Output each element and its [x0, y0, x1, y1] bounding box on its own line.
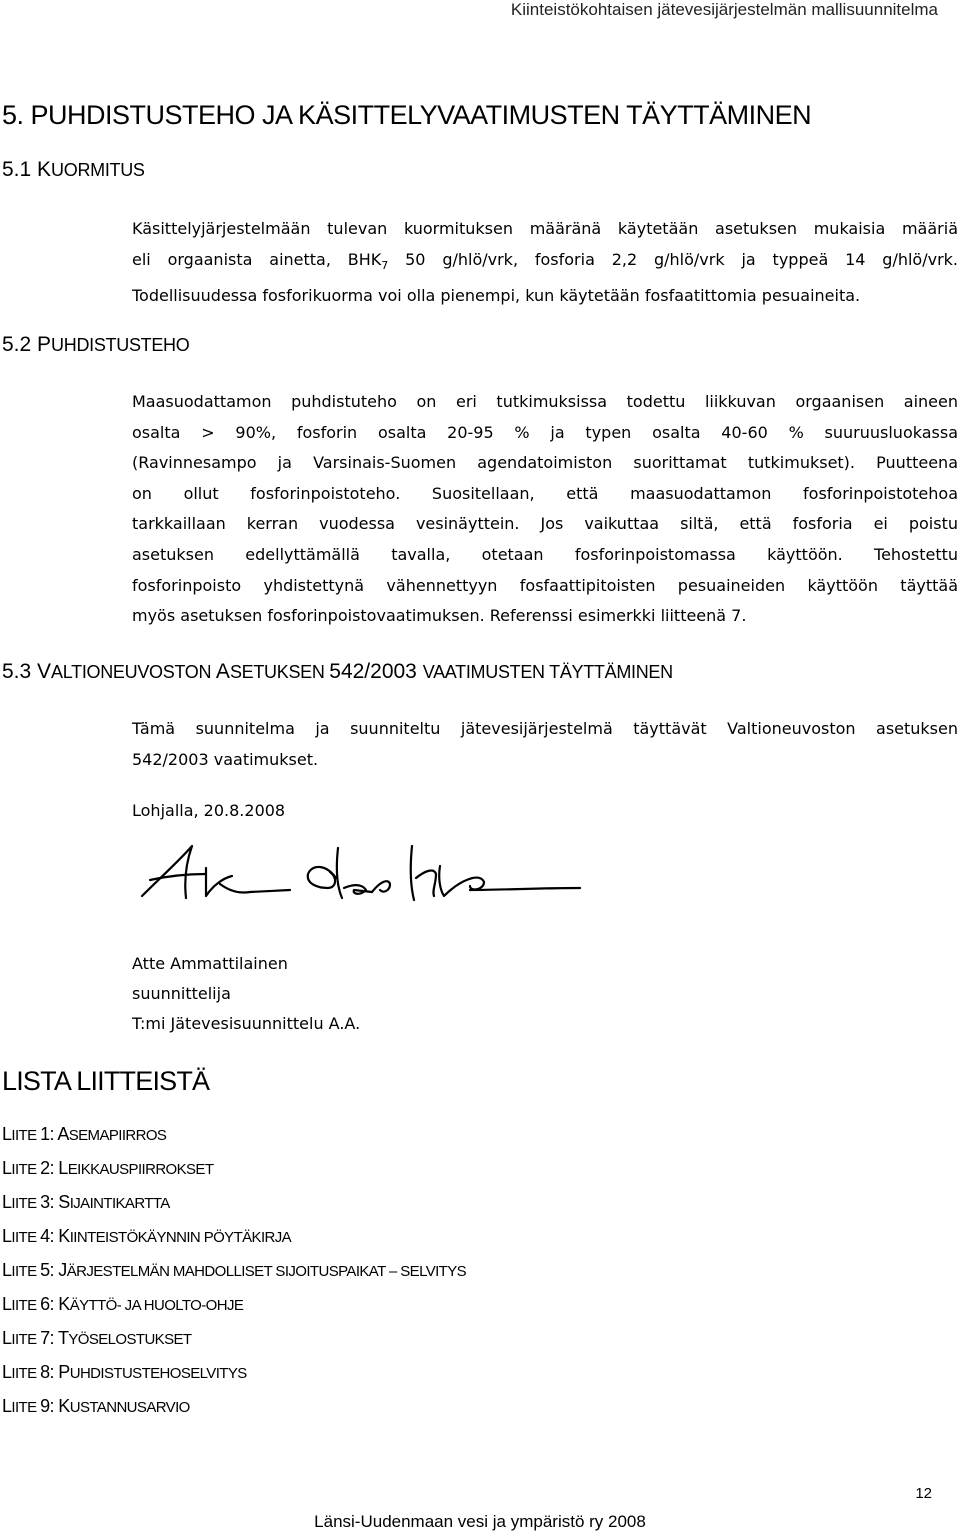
section-5-3-paragraph [132, 714, 958, 775]
heading-number: 5.3 V [2, 660, 52, 683]
paragraph-line: (Ravinnesampo ja Varsinais-Suomen agendatoimiston suorittamat tutkimukset). Puutteena [132, 453, 958, 473]
signer-company: T:mi Jätevesisuunnittelu A.A. [132, 1014, 361, 1033]
heading-text: VAATIMUSTEN TÄYTTÄMINEN [422, 662, 673, 682]
text-run: 50 g/hlö/vrk, fosforia 2,2 g/hlö/vrk ja typpeä 14 g/hlö/vrk. [388, 249, 958, 269]
heading-text: UHDISTUSTEHO [51, 335, 190, 355]
running-header: Kiinteistökohtaisen jätevesijärjestelmän mallisuunnitelma [510, 0, 938, 19]
appendix-item: LIITE 7: TYÖSELOSTUKSET [2, 1328, 192, 1348]
place-date: Lohjalla, 20.8.2008 [132, 801, 286, 820]
paragraph-line: Käsittelyjärjestelmään tulevan kuormituksen määränä käytetään asetuksen mukaisia määriä [132, 219, 958, 238]
appendix-item: LIITE 1: ASEMAPIIRROS [2, 1124, 167, 1144]
section-5-3-heading [2, 660, 673, 684]
section-5-1-heading [2, 158, 145, 182]
paragraph-line: 542/2003 vaatimukset. [132, 749, 319, 769]
heading-text: 542/2003 [329, 660, 423, 683]
paragraph-line: Todellisuudessa fosforikuorma voi olla pienempi, kun käytetään fosfaatittomia pesuaineita. [132, 286, 861, 306]
paragraph-line: tarkkaillaan kerran vuodessa vesinäyttein. Jos vaikuttaa siltä, että fosforia ei poistu [132, 514, 958, 534]
paragraph-line: asetuksen edellyttämällä tavalla, otetaan fosforinpoistomassa käyttöön. Tehostettu [132, 544, 958, 564]
paragraph-line: fosforinpoisto yhdistettynä vähennettyyn fosfaattipitoisten pesuaineiden käyttöön täyttää [132, 575, 958, 595]
appendix-item: LIITE 3: SIJAINTIKARTTA [2, 1192, 170, 1212]
appendix-item: LIITE 2: LEIKKAUSPIIRROKSET [2, 1158, 214, 1178]
appendix-list-title: LISTA LIITTEISTÄ [2, 1066, 210, 1096]
paragraph-line: Maasuodattamon puhdistuteho on eri tutkimuksissa todettu liikkuvan orgaanisen aineen [132, 392, 958, 411]
page-number: 12 [915, 1485, 932, 1502]
appendix-item: LIITE 5: JÄRJESTELMÄN MAHDOLLISET SIJOITUSPAIKAT – SELVITYS [2, 1260, 467, 1280]
appendix-item: LIITE 4: KIINTEISTÖKÄYNNIN PÖYTÄKIRJA [2, 1226, 292, 1246]
signer-block [132, 949, 360, 1039]
section-5-2-heading [2, 333, 189, 357]
appendix-item: LIITE 9: KUSTANNUSARVIO [2, 1396, 190, 1416]
text-run: eli orgaanista ainetta, BHK [132, 249, 382, 269]
handwritten-signature [140, 838, 590, 912]
paragraph-line: osalta > 90%, fosforin osalta 20-95 % ja typen osalta 40-60 % suuruusluokassa [132, 422, 958, 442]
heading-number: 5.1 K [2, 158, 52, 181]
signer-name: Atte Ammattilainen [132, 954, 288, 973]
heading-text: UORMITUS [51, 160, 145, 180]
paragraph-line: Tämä suunnitelma ja suunniteltu jätevesijärjestelmä täyttävät Valtioneuvoston asetuksen [132, 719, 958, 738]
signature-icon [140, 838, 590, 908]
appendix-item: LIITE 8: PUHDISTUSTEHOSELVITYS [2, 1362, 247, 1382]
paragraph-line [132, 245, 958, 282]
paragraph-line: myös asetuksen fosforinpoistovaatimuksen. Referenssi esimerkki liitteenä 7. [132, 606, 747, 626]
heading-text: ALTIONEUVOSTON [51, 662, 216, 682]
signer-role: suunnittelija [132, 984, 231, 1003]
heading-text: SETUKSEN [229, 662, 330, 682]
section-5-heading: 5. PUHDISTUSTEHO JA KÄSITTELYVAATIMUSTEN TÄYTTÄMINEN [2, 100, 812, 130]
heading-text: A [215, 660, 230, 683]
footer-organization: Länsi-Uudenmaan vesi ja ympäristö ry 2008 [314, 1512, 646, 1531]
paragraph-line: on ollut fosforinpoistoteho. Suositellaan, että maasuodattamon fosforinpoistotehoa [132, 483, 958, 503]
subscript: 7 [381, 258, 389, 272]
section-5-2-paragraph [132, 387, 958, 632]
appendix-item: LIITE 6: KÄYTTÖ- JA HUOLTO-OHJE [2, 1294, 244, 1314]
heading-number: 5.2 P [2, 333, 52, 356]
section-5-1-paragraph [132, 214, 958, 312]
